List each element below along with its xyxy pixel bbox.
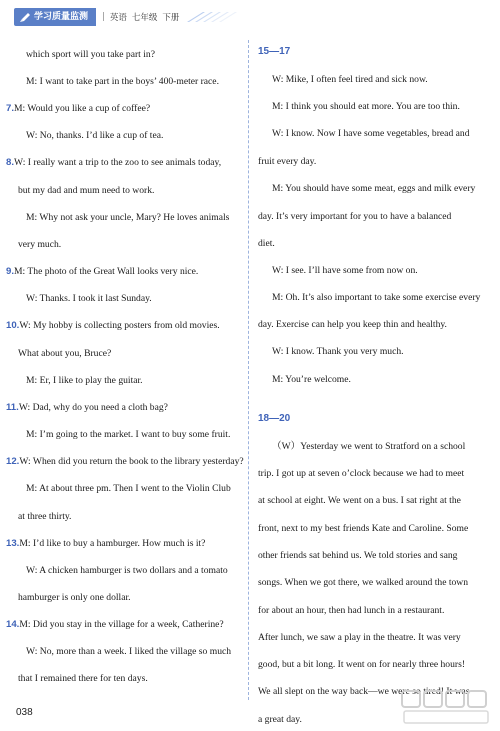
transcript-line (18, 593, 131, 603)
dialogue-line: day. It’s very important for you to have a balanced (258, 211, 452, 222)
passage-line: After lunch, we saw a play in the theatre. It was very (258, 632, 461, 643)
transcript-line (6, 321, 220, 331)
transcript-text: hamburger is only one dollar. (18, 592, 131, 603)
passage-line: （W）Yesterday we went to Stratford on a school (272, 441, 466, 452)
transcript-text: M: I want to take part in the boys’ 400-meter race. (26, 76, 219, 87)
dialogue-line: fruit every day. (258, 156, 317, 167)
dialogue-line: W: I see. I’ll have some from now on. (272, 265, 418, 276)
question-number: 8. (6, 157, 15, 168)
transcript-text: but my dad and mum need to work. (18, 185, 155, 196)
transcript-text: at three thirty. (18, 511, 72, 522)
transcript-line (26, 213, 229, 223)
transcript-line (6, 403, 168, 413)
transcript-line (18, 674, 148, 684)
passage-line: We all slept on the way back—we were so tired! It was (258, 686, 470, 697)
transcript-text: What about you, Bruce? (18, 348, 112, 359)
transcript-text: which sport will you take part in? (26, 49, 155, 60)
transcript-line (18, 240, 61, 250)
page-header (14, 6, 314, 28)
question-number: 13. (6, 538, 20, 549)
passage-line: for about an hour, then had lunch in a restaurant. (258, 605, 445, 616)
passage-line: front, next to my best friends Kate and Caroline. Some (258, 523, 469, 534)
transcript-line (26, 484, 231, 494)
transcript-text: W: My hobby is collecting posters from old movies. (19, 320, 220, 331)
transcript-line (6, 267, 198, 277)
passage-line: songs. When we got there, we walked around the town (258, 577, 469, 588)
transcript-line (26, 77, 219, 87)
transcript-line (6, 620, 224, 630)
transcript-text: W: No, thanks. I’d like a cup of tea. (26, 130, 164, 141)
subject-label: 英语 (109, 13, 127, 23)
column-divider (248, 40, 249, 700)
transcript-text: M: At about three pm. Then I went to the Violin Club (26, 483, 231, 494)
transcript-text: M: I’d like to buy a hamburger. How much is it? (19, 538, 206, 549)
section-heading-18-20: 18—20 (258, 413, 291, 424)
transcript-line (18, 186, 154, 196)
question-number: 12. (6, 456, 20, 467)
transcript-text: W: No, more than a week. I liked the village so much (26, 646, 232, 657)
transcript-text: M: Did you stay in the village for a week, Catherine? (19, 619, 224, 630)
transcript-text: M: Why not ask your uncle, Mary? He loves animals (26, 212, 230, 223)
question-number: 7. (6, 103, 15, 114)
transcript-line (6, 158, 221, 168)
page-number: 038 (16, 707, 33, 718)
dialogue-line: W: I know. Now I have some vegetables, bread and (272, 128, 470, 139)
dialogue-line: M: Oh. It’s also important to take some exercise every (272, 292, 481, 303)
term-label: 下册 (162, 13, 180, 23)
dialogue-line: M: You’re welcome. (272, 374, 351, 385)
transcript-text: M: Er, I like to play the guitar. (26, 375, 143, 386)
transcript-line (6, 457, 244, 467)
transcript-line (18, 512, 71, 522)
passage-line: trip. I got up at seven o’clock because we had to meet (258, 468, 465, 479)
transcript-line (26, 647, 231, 657)
question-number: 11. (6, 402, 19, 413)
transcript-line (26, 294, 152, 304)
passage-line: good, but a bit long. It went on for nearly three hours! (258, 659, 466, 670)
transcript-text: W: I really want a trip to the zoo to see animals today, (14, 157, 222, 168)
question-number: 10. (6, 320, 20, 331)
dialogue-line: W: I know. Thank you very much. (272, 346, 404, 357)
meta-separator: | (102, 12, 105, 22)
transcript-text: M: I’m going to the market. I want to buy some fruit. (26, 429, 231, 440)
book-meta (102, 11, 179, 23)
watermark-logo-icon (400, 687, 492, 727)
dialogue-line: M: You should have some meat, eggs and milk every (272, 183, 476, 194)
transcript-line (6, 104, 150, 114)
pen-icon (19, 11, 31, 23)
dialogue-line: W: Mike, I often feel tired and sick now. (272, 74, 428, 85)
transcript-text: that I remained there for ten days. (18, 673, 148, 684)
transcript-line (18, 349, 111, 359)
series-title: 学习质量监测 (34, 12, 89, 22)
dialogue-line: M: I think you should eat more. You are too thin. (272, 101, 460, 112)
transcript-line (26, 50, 155, 60)
series-title-banner (14, 8, 96, 26)
transcript-text: W: Dad, why do you need a cloth bag? (18, 402, 168, 413)
header-decoration-stripes-icon (187, 8, 247, 26)
transcript-line (26, 566, 228, 576)
transcript-text: W: A chicken hamburger is two dollars and a tomato (26, 565, 228, 576)
transcript-text: very much. (18, 239, 62, 250)
passage-line: a great day. (258, 714, 302, 725)
transcript-line (6, 539, 205, 549)
transcript-text: M: The photo of the Great Wall looks very nice. (14, 266, 199, 277)
transcript-text: W: When did you return the book to the library yesterday? (19, 456, 244, 467)
passage-line: other friends sat behind us. We told stories and sang (258, 550, 458, 561)
dialogue-line: day. Exercise can help you keep thin and healthy. (258, 319, 447, 330)
section-heading-15-17: 15—17 (258, 46, 291, 57)
grade-label: 七年级 (131, 13, 158, 23)
dialogue-line: diet. (258, 238, 275, 249)
question-number: 14. (6, 619, 20, 630)
transcript-line (26, 430, 230, 440)
transcript-line (26, 131, 163, 141)
question-number: 9. (6, 266, 15, 277)
transcript-line (26, 376, 143, 386)
passage-line: at school at eight. We went on a bus. I sat right at the (258, 495, 461, 506)
transcript-text: W: Thanks. I took it last Sunday. (26, 293, 152, 304)
transcript-text: M: Would you like a cup of coffee? (14, 103, 151, 114)
